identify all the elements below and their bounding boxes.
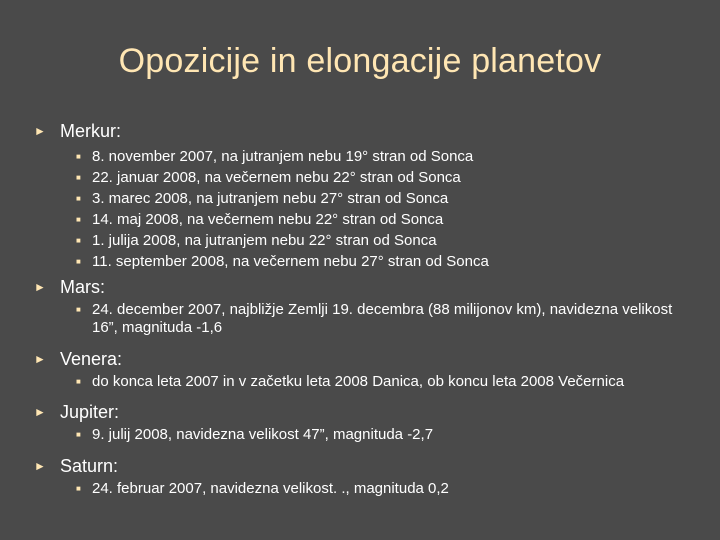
square-bullet-icon: ■	[76, 257, 81, 266]
right-arrow-icon: ►	[34, 352, 46, 366]
section-heading	[34, 118, 694, 144]
item-list	[76, 373, 694, 391]
section-heading-label: Saturn:	[60, 456, 119, 476]
right-arrow-icon: ►	[34, 124, 46, 138]
list-item: ■ 8. november 2007, na jutranjem nebu 19° stran od Sonca	[76, 148, 474, 165]
square-bullet-icon: ■	[76, 215, 81, 224]
square-bullet-icon: ■	[76, 377, 81, 386]
section-venera	[34, 346, 694, 391]
section-heading	[34, 453, 694, 479]
item-list	[76, 301, 694, 337]
section-heading	[34, 346, 694, 372]
slide-title: Opozicije in elongacije planetov	[118, 42, 602, 80]
right-arrow-icon: ►	[34, 280, 46, 294]
square-bullet-icon: ■	[76, 173, 81, 182]
item-list	[76, 148, 694, 271]
item-list	[76, 426, 694, 444]
list-item: ■ 24. februar 2007, navidezna velikost. ., magnituda 0,2	[76, 480, 449, 497]
slide-content	[34, 118, 694, 501]
section-saturn	[34, 453, 694, 498]
list-item: ■ 1. julija 2008, na jutranjem nebu 22° stran od Sonca	[76, 232, 437, 249]
section-jupiter	[34, 399, 694, 444]
square-bullet-icon: ■	[76, 430, 81, 439]
list-item: ■ 9. julij 2008, navidezna velikost 47”, magnituda -2,7	[76, 426, 434, 443]
square-bullet-icon: ■	[76, 305, 81, 314]
list-item: ■ 24. december 2007, najbližje Zemlji 19. decembra (88 milijonov km), navidezna velikost 16”, magnituda -1,6	[76, 301, 673, 336]
list-item: ■ 22. januar 2008, na večernem nebu 22° stran od Sonca	[76, 169, 461, 186]
list-item: ■ 11. september 2008, na večernem nebu 27° stran od Sonca	[76, 253, 489, 270]
square-bullet-icon: ■	[76, 236, 81, 245]
section-heading	[34, 274, 694, 300]
item-list	[76, 480, 694, 498]
square-bullet-icon: ■	[76, 194, 81, 203]
section-mars	[34, 274, 694, 337]
right-arrow-icon: ►	[34, 405, 46, 419]
right-arrow-icon: ►	[34, 459, 46, 473]
section-heading	[34, 399, 694, 425]
list-item: ■ 3. marec 2008, na jutranjem nebu 27° stran od Sonca	[76, 190, 449, 207]
list-item: ■ do konca leta 2007 in v začetku leta 2008 Danica, ob koncu leta 2008 Večernica	[76, 373, 625, 390]
list-item: ■ 14. maj 2008, na večernem nebu 22° stran od Sonca	[76, 211, 444, 228]
section-heading-label: Mars:	[60, 277, 105, 297]
section-heading-label: Merkur:	[60, 121, 122, 141]
section-heading-label: Venera:	[60, 349, 123, 369]
section-heading-label: Jupiter:	[60, 402, 120, 422]
square-bullet-icon: ■	[76, 152, 81, 161]
square-bullet-icon: ■	[76, 484, 81, 493]
section-merkur	[34, 118, 694, 271]
